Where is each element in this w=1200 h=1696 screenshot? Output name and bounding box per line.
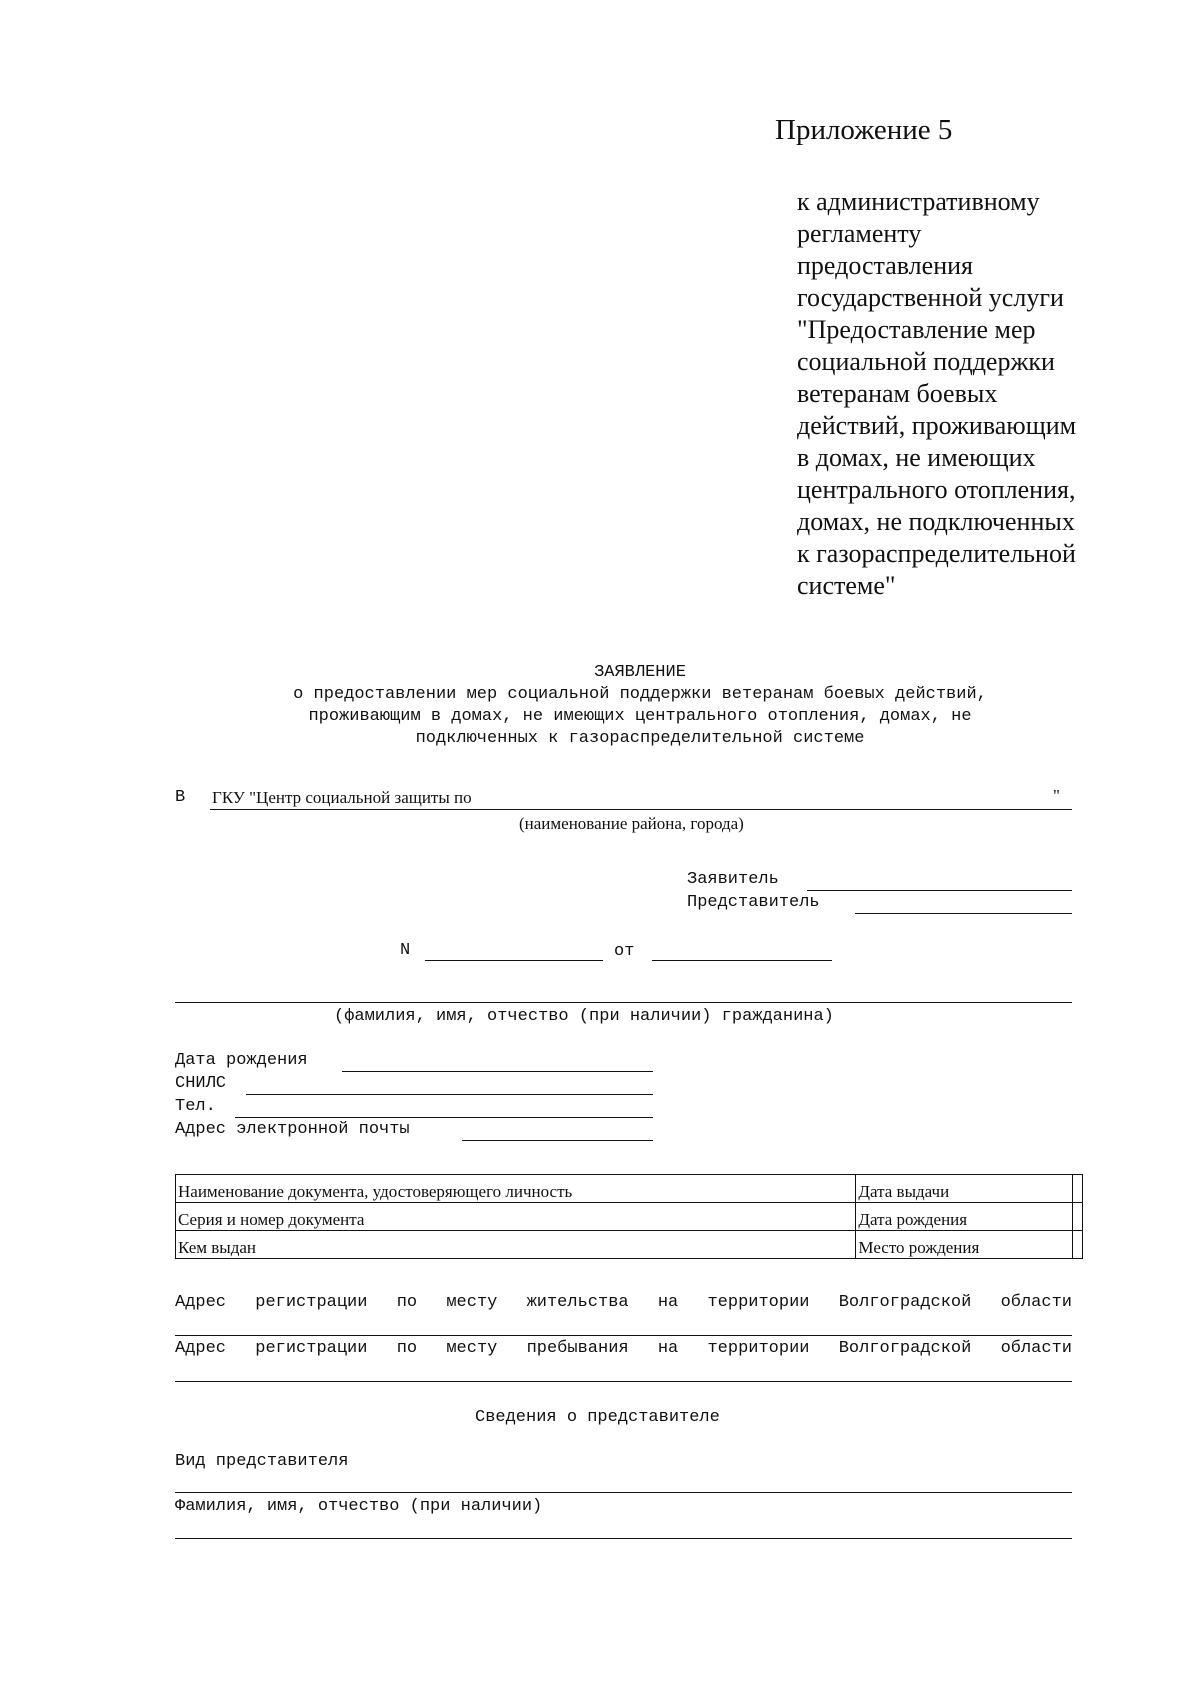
appendix-line: к административному (797, 187, 1040, 216)
representative-fio-label: Фамилия, имя, отчество (при наличии) (175, 1497, 543, 1516)
representative-fio-field[interactable] (175, 1538, 1072, 1539)
appendix-line: регламенту (797, 219, 922, 248)
identity-document-table (175, 1174, 1083, 1259)
appendix-reference (797, 186, 1076, 602)
snils-field[interactable] (246, 1094, 653, 1095)
representative-label: Представитель (687, 893, 820, 912)
phone-label: Тел. (175, 1097, 216, 1116)
representative-section-title: Сведения о представителе (475, 1408, 720, 1427)
appendix-line: государственной услуги (797, 283, 1064, 312)
birth-date-field[interactable] (342, 1071, 653, 1072)
doc-name-cell[interactable]: Наименование документа, удостоверяющего личность (176, 1175, 856, 1203)
residence-address-label: Адрес регистрации по месту жительства на территории Волгоградской области (175, 1293, 1072, 1312)
appendix-line: домах, не подключенных (797, 507, 1075, 536)
recipient-line[interactable] (210, 809, 1072, 810)
appendix-line: к газораспределительной (797, 539, 1076, 568)
representative-field[interactable] (855, 913, 1072, 914)
table-spacer-cell (1073, 1203, 1083, 1231)
number-field[interactable] (425, 960, 603, 961)
appendix-line: социальной поддержки (797, 347, 1055, 376)
appendix-line: системе" (797, 571, 896, 600)
statement-subtitle-line: о предоставлении мер социальной поддержки ветеранам боевых действий, (293, 685, 987, 704)
citizen-fio-caption: (фамилия, имя, отчество (при наличии) гражданина) (334, 1007, 834, 1026)
residence-address-field[interactable] (175, 1335, 1072, 1336)
email-label: Адрес электронной почты (175, 1120, 410, 1139)
applicant-field[interactable] (807, 890, 1072, 891)
representative-type-label: Вид представителя (175, 1452, 349, 1471)
date-from-label: от (614, 942, 635, 961)
stay-address-field[interactable] (175, 1381, 1072, 1382)
date-field[interactable] (652, 960, 832, 961)
recipient-caption: (наименование района, города) (519, 814, 744, 833)
table-spacer-cell (1073, 1231, 1083, 1259)
number-label: N (400, 941, 411, 960)
doc-series-number-cell[interactable]: Серия и номер документа (176, 1203, 856, 1231)
table-spacer-cell (1073, 1175, 1083, 1203)
appendix-line: "Предоставление мер (797, 315, 1036, 344)
statement-subtitle-line: проживающим в домах, не имеющих центрального отопления, домах, не (308, 707, 972, 726)
phone-field[interactable] (235, 1117, 653, 1118)
statement-title: ЗАЯВЛЕНИЕ (594, 663, 686, 682)
table-row (176, 1175, 1083, 1203)
appendix-line: предоставления (797, 251, 973, 280)
applicant-label: Заявитель (687, 870, 779, 889)
email-field[interactable] (462, 1140, 653, 1141)
appendix-title: Приложение 5 (775, 114, 953, 146)
citizen-fio-field[interactable] (175, 1002, 1072, 1003)
birth-date-label: Дата рождения (175, 1051, 308, 1070)
recipient-prefix: В (175, 788, 186, 807)
table-row (176, 1203, 1083, 1231)
recipient-name: ГКУ "Центр социальной защиты по (212, 788, 472, 807)
appendix-line: центрального отопления, (797, 475, 1076, 504)
issued-by-cell[interactable]: Кем выдан (176, 1231, 856, 1259)
appendix-line: в домах, не имеющих (797, 443, 1036, 472)
representative-type-field[interactable] (175, 1492, 1072, 1493)
statement-subtitle-line: подключенных к газораспределительной системе (415, 729, 865, 748)
appendix-line: ветеранам боевых (797, 379, 998, 408)
doc-birth-date-cell[interactable]: Дата рождения (856, 1203, 1073, 1231)
birth-place-cell[interactable]: Место рождения (856, 1231, 1073, 1259)
table-row (176, 1231, 1083, 1259)
snils-label: СНИЛС (175, 1074, 227, 1093)
stay-address-label: Адрес регистрации по месту пребывания на территории Волгоградской области (175, 1339, 1072, 1358)
recipient-closing-quote: " (1053, 786, 1060, 805)
issue-date-cell[interactable]: Дата выдачи (856, 1175, 1073, 1203)
appendix-line: действий, проживающим (797, 411, 1077, 440)
